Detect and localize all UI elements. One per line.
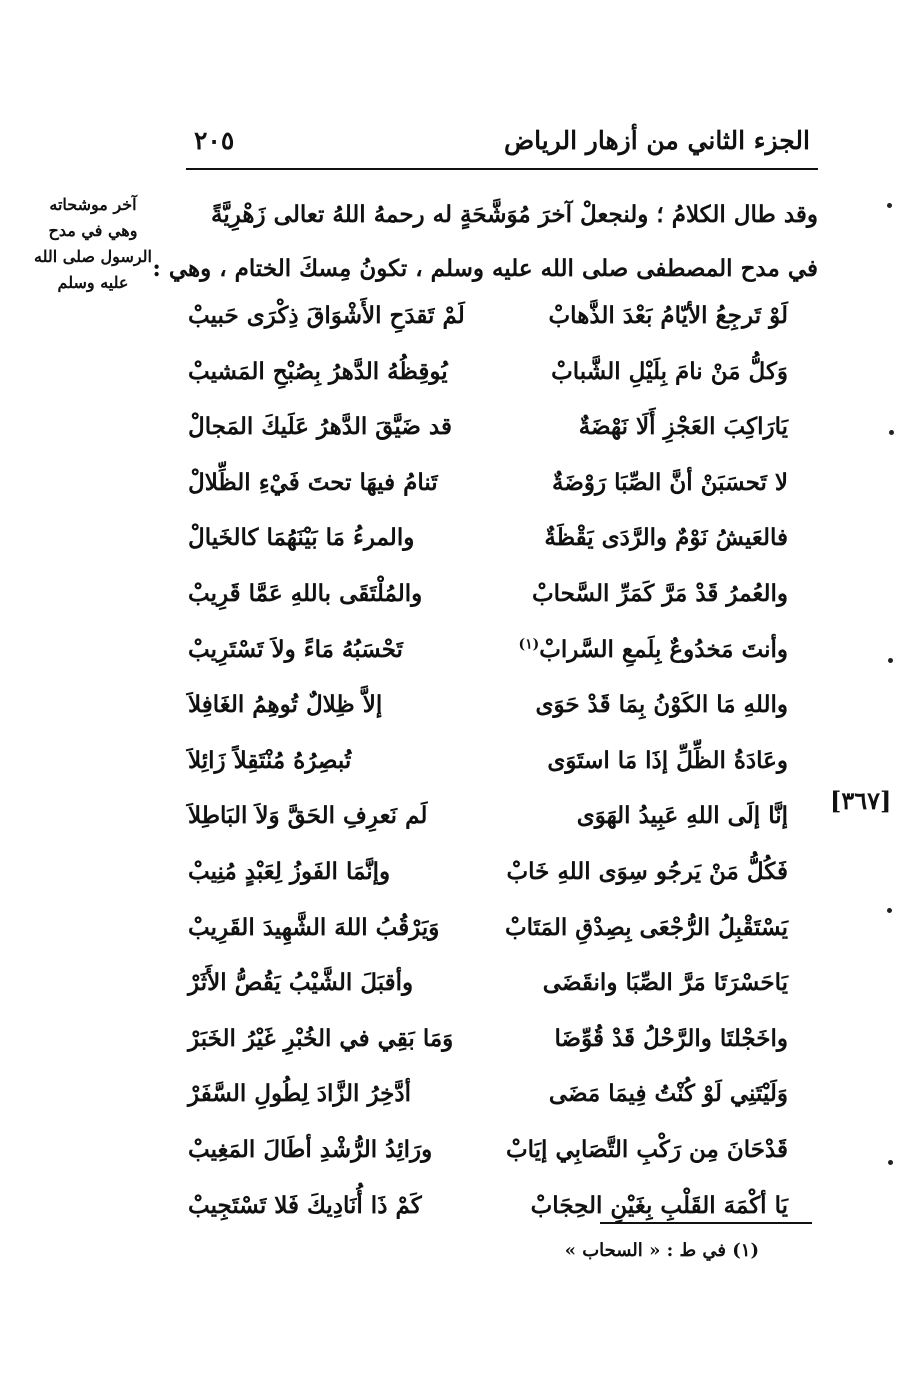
second-hemistich: لَمْ تَقدَحِ الأَشْوَاقَ ذِكْرَى حَبيبْ [188, 302, 465, 329]
poem-verse [186, 957, 818, 1013]
second-hemistich: تُبصِرُهُ مُنْتَقِلاً زَائِلاَ [188, 746, 352, 774]
poem-verse [186, 1013, 818, 1069]
second-hemistich: وأقبَلَ الشَّيْبُ يَقُصُّ الأَثَرْ [188, 969, 414, 997]
poem-verse [186, 1068, 818, 1124]
page-number: ٢٠٥ [194, 126, 235, 155]
poem-verse [186, 679, 818, 735]
poem-verse [186, 346, 818, 402]
second-hemistich: كَمْ ذَا أُنَادِيكَ فَلا تَسْتَجِيبْ [188, 1191, 422, 1219]
first-hemistich: لَوْ تَرجِعُ الأيّامُ بَعْدَ الذَّهابْ [548, 302, 788, 329]
first-hemistich: لا تَحسَبَنْ أنَّ الصِّبَا رَوْضَةٌ [551, 468, 788, 496]
poem-verse [186, 512, 818, 568]
first-hemistich: واللهِ مَا الكَوْنُ بِمَا قَدْ حَوَى [535, 691, 788, 719]
poem-verse [186, 1180, 818, 1236]
first-hemistich: واخَجْلتَا والرَّحْلُ قَدْ قُوِّضَا [554, 1024, 788, 1052]
second-hemistich: تَنامُ فيهَا تحتَ فَيْءِ الظِّلالْ [188, 468, 438, 496]
original-page-reference: [٣٦٧] [830, 786, 892, 815]
poem-verse [186, 401, 818, 457]
margin-note-line: الرسول صلى الله [34, 247, 152, 266]
poem-verse [186, 735, 818, 791]
first-hemistich: والعُمرُ قَدْ مَرَّ كَمَرِّ السَّحابْ [531, 579, 788, 607]
first-hemistich: وَكلُّ مَنْ نامَ بِلَيْلِ الشَّبابْ [551, 357, 788, 385]
poem-verse [186, 846, 818, 902]
second-hemistich: ورَائِدُ الرُّشْدِ أطَالَ المَغِيبْ [188, 1135, 433, 1163]
second-hemistich: والمُلْتَقَى باللهِ عَمَّا قَرِيبْ [188, 579, 423, 607]
first-hemistich: يَا أكْمَهَ القَلْبِ بِغَيْنِ الحِجَابْ [530, 1191, 788, 1219]
first-hemistich: وعَادَةُ الظِّلِّ إذَا مَا استَوَى [547, 746, 788, 774]
intro-line: في مدح المصطفى صلى الله عليه وسلم ، تكونُ مِسكَ الختام ، وهي : [152, 255, 818, 282]
poem-verse [186, 290, 818, 346]
footnote: (١) في ط : « السحاب » [564, 1240, 759, 1261]
binding-mark [888, 658, 893, 663]
poem-verse [186, 568, 818, 624]
margin-note-line: عليه وسلم [57, 273, 129, 292]
poem-verse [186, 790, 818, 846]
muwashshah-poem [186, 290, 818, 1235]
second-hemistich: أدَّخِرُ الزَّادَ لِطُولِ السَّفَرْ [188, 1080, 411, 1108]
poem-verse [186, 1124, 818, 1180]
intro-line: وقد طال الكلامُ ؛ ولنجعلْ آخرَ مُوَشَّحَةٍ له رحمهُ اللهُ تعالى زَهْرِيَّةً [211, 201, 818, 228]
poem-verse [186, 624, 818, 680]
first-hemistich: قَدْحَانَ مِن رَكْبِ التَّصَابِي إيَابْ [506, 1135, 788, 1163]
poem-verse [186, 902, 818, 958]
page-header [186, 122, 818, 168]
second-hemistich: قد ضَيَّقَ الدَّهرُ عَلَيكَ المَجالْ [188, 413, 452, 441]
second-hemistich: يُوقِظُهُ الدَّهرُ بِصُبْحِ المَشيبْ [188, 357, 448, 385]
first-hemistich: وَلَيْتَنِي لَوْ كُنْتُ فِيمَا مَضَى [548, 1080, 788, 1108]
first-hemistich: يَسْتَقْبِلُ الرُّجْعَى بِصِدْقِ المَتَابْ [504, 913, 788, 941]
second-hemistich: وإنَّمَا الفَوزُ لِعَبْدٍ مُنِيبْ [188, 857, 391, 885]
header-rule [186, 168, 818, 170]
margin-note-line: وهي في مدح [48, 221, 138, 240]
footnote-marker: (١) [518, 635, 540, 652]
second-hemistich: لَم نَعرِفِ الحَقَّ وَلاَ البَاطِلاَ [188, 802, 428, 830]
second-hemistich: إلاَّ ظِلالٌ تُوهِمُ الغَافِلاَ [188, 691, 383, 719]
second-hemistich: تَحْسَبُهُ مَاءً ولاَ تَسْتَرِيبْ [188, 635, 403, 663]
margin-note-line: آخر موشحاته [49, 195, 137, 214]
first-hemistich: فالعَيشُ نَوْمٌ والرَّدَى يَقْظَةٌ [544, 524, 788, 552]
running-title: الجزء الثاني من أزهار الرياض [503, 126, 810, 155]
intro-paragraph [152, 188, 818, 296]
binding-mark [887, 203, 892, 208]
first-hemistich: يَارَاكِبَ العَجْزِ أَلَا نَهْضَةٌ [578, 413, 788, 441]
first-hemistich: يَاحَسْرَتَا مَرَّ الصِّبَا وانقَضَى [542, 969, 788, 997]
footnote-rule [600, 1222, 812, 1224]
margin-note [18, 192, 168, 296]
hemistich-text: وأنتَ مَخدُوعٌ بِلَمعِ السَّرابْ [539, 635, 788, 663]
second-hemistich: وَيَرْقُبُ اللهَ الشَّهِيدَ القَرِيبْ [188, 913, 440, 941]
binding-mark [887, 908, 892, 913]
first-hemistich: فَكُلُّ مَنْ يَرجُو سِوَى اللهِ خَابْ [506, 857, 788, 885]
binding-mark [888, 1160, 893, 1165]
second-hemistich: وَمَا بَقِي في الخُبْرِ غَيْرُ الخَبَرْ [188, 1024, 454, 1052]
poem-verse [186, 457, 818, 513]
binding-mark [889, 430, 894, 435]
first-hemistich [518, 636, 788, 663]
first-hemistich: إنَّا إلَى اللهِ عَبِيدُ الهَوَى [576, 802, 788, 830]
second-hemistich: والمرءُ مَا بَيْنَهُمَا كالخَيالْ [188, 524, 415, 552]
